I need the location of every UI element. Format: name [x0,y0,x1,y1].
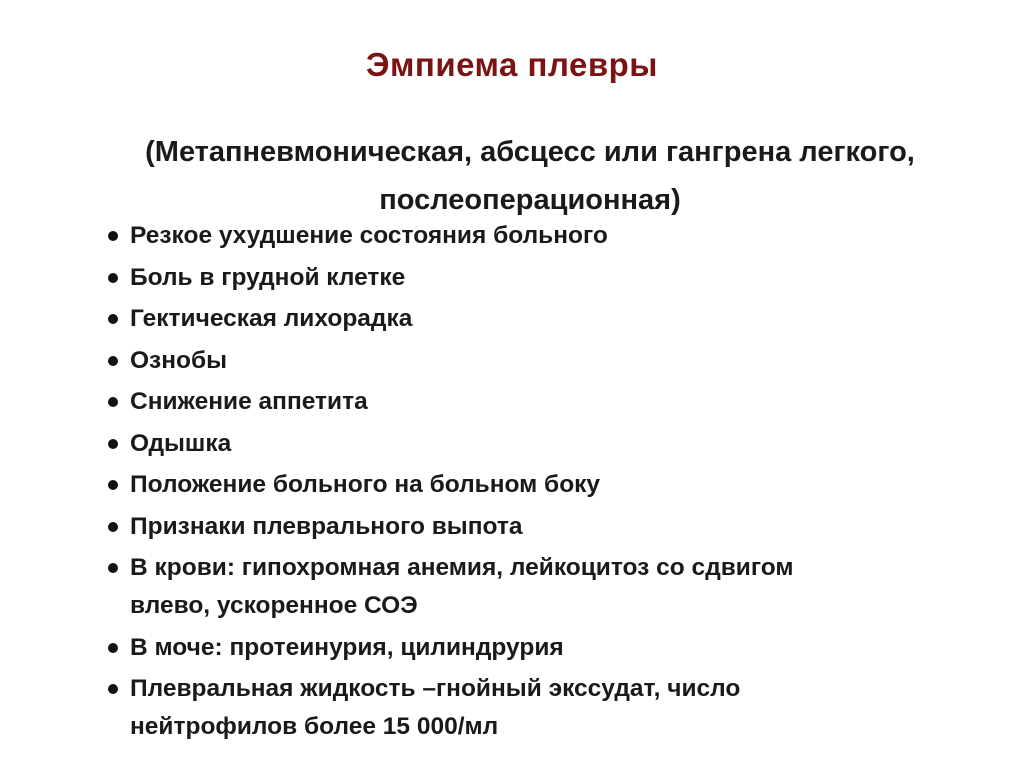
list-item-text-continued: влево, ускоренное СОЭ [130,592,418,619]
bullet-icon [108,643,118,653]
list-item [108,342,1008,380]
list-item-text: Ознобы [130,346,228,374]
list-item [108,259,1008,297]
bullet-icon [108,397,118,407]
slide-subtitle [60,128,1000,224]
list-item [108,670,1008,746]
subtitle-line-1: (Метапневмоническая, абсцесс или гангрена легкого, [145,136,915,168]
list-item [108,629,1008,667]
bullet-icon [108,439,118,449]
bullet-icon [108,522,118,532]
bullet-icon [108,684,118,694]
list-item [108,383,1008,421]
list-item-text: В моче: протеинурия, цилиндрурия [130,633,564,661]
list-item [108,217,1008,255]
list-item-text: Плевральная жидкость –гнойный экссудат, число [130,675,741,702]
bullet-icon [108,231,118,241]
list-item [108,300,1008,338]
bullet-icon [108,314,118,324]
list-item-text: Положение больного на больном боку [130,471,601,498]
bullet-icon [108,563,118,573]
list-item-text: В крови: гипохромная анемия, лейкоцитоз со сдвигом [130,554,794,581]
list-item-text: Признаки плеврального выпота [130,512,523,540]
list-item-text: Гектическая лихорадка [130,305,413,332]
bullet-icon [108,480,118,490]
list-item [108,466,1008,504]
list-item [108,549,1008,625]
subtitle-line-2: послеоперационная) [379,184,681,216]
list-item [108,425,1008,463]
symptom-list [108,217,1008,750]
list-item-text: Резкое ухудшение состояния больного [130,222,608,249]
bullet-icon [108,273,118,283]
slide-title: Эмпиема плевры [366,46,658,83]
list-item-text: Снижение аппетита [130,388,368,415]
list-item [108,508,1008,546]
bullet-icon [108,356,118,366]
list-item-text: Одышка [130,429,232,457]
list-item-text: Боль в грудной клетке [130,263,406,291]
list-item-text-continued: нейтрофилов более 15 000/мл [130,713,499,740]
